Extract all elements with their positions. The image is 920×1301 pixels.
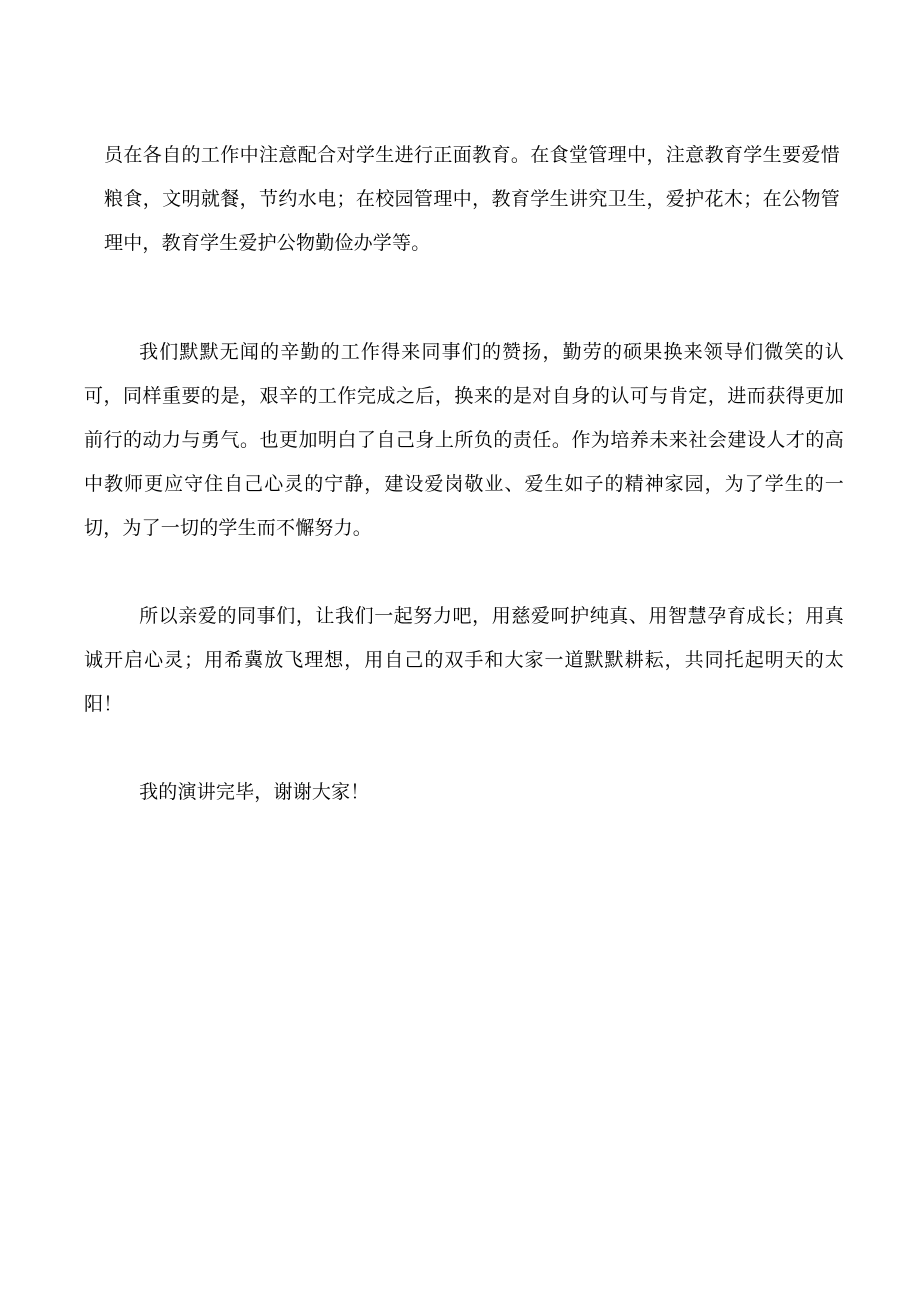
- paragraph-call-to-action: 所以亲爱的同事们，让我们一起努力吧，用慈爱呵护纯真、用智慧孕育成长；用真诚开启心灵；用希冀放飞理想，用自己的双手和大家一道默默耕耘，共同托起明天的太阳！: [84, 605, 844, 715]
- paragraph-closing: 我的演讲完毕，谢谢大家！: [139, 781, 370, 803]
- paragraph-recognition: 我们默默无闻的辛勤的工作得来同事们的赞扬，勤劳的硕果换来领导们微笑的认可，同样重要的是，艰辛的工作完成之后，换来的是对自身的认可与肯定，进而获得更加前行的动力与勇气。也更加明白了自己身上所负的责任。作为培养未来社会建设人才的高中教师更应守住自己心灵的宁静，建设爱岗敬业、爱生如子的精神家园，为了学生的一切，为了一切的学生而不懈努力。: [84, 341, 844, 539]
- paragraph-continuation: 员在各自的工作中注意配合对学生进行正面教育。在食堂管理中，注意教育学生要爱惜粮食，文明就餐，节约水电；在校园管理中，教育学生讲究卫生，爱护花木；在公物管理中，教育学生爱护公物勤俭办学等。: [104, 144, 840, 254]
